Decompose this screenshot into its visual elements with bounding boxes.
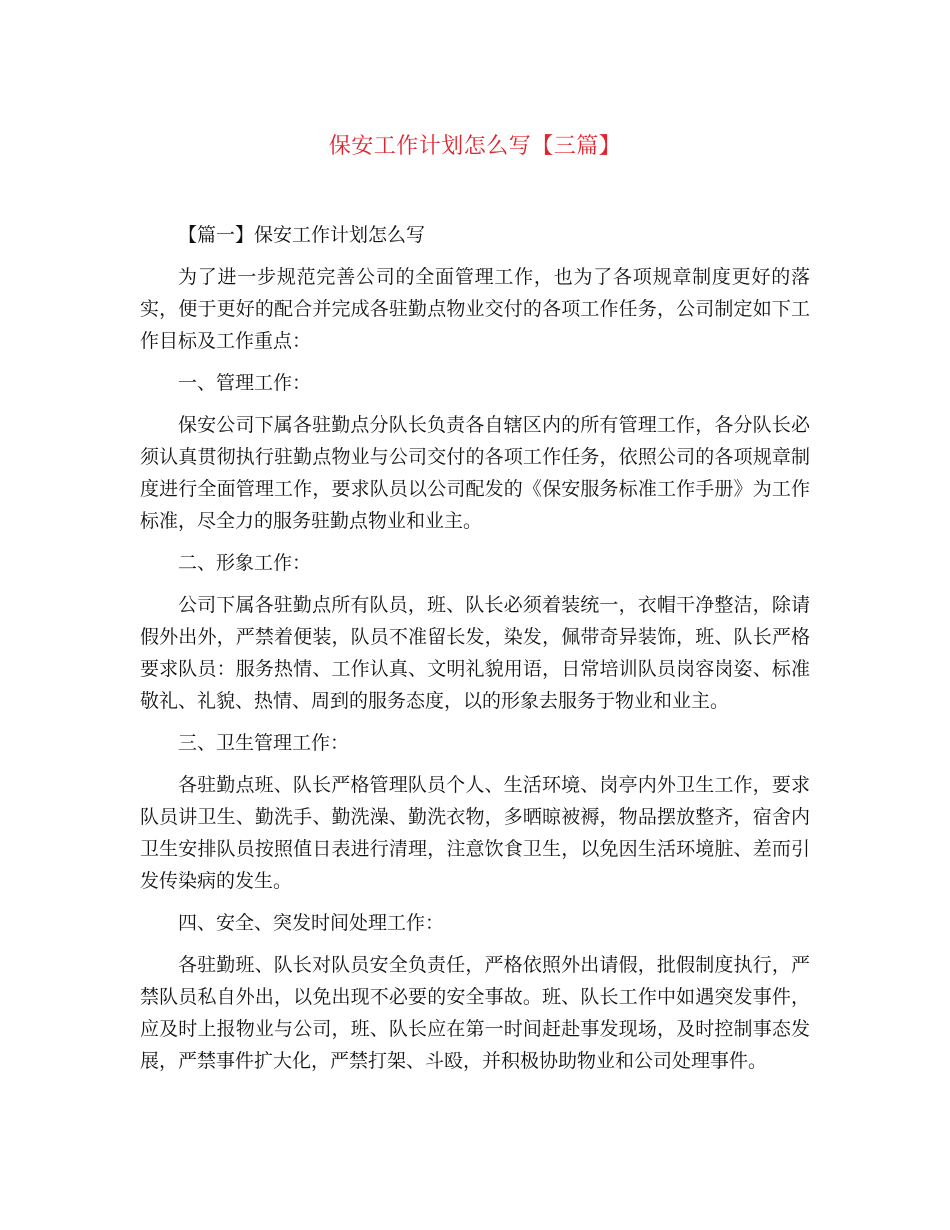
heading-image: 二、形象工作： [178, 552, 312, 574]
heading-hygiene: 三、卫生管理工作： [178, 732, 350, 754]
paragraph-image: 公司下属各驻勤点所有队员，班、队长必须着装统一，衣帽干净整洁，除请假外出外，严禁着便装，队员不准留长发，染发，佩带奇异装饰，班、队长严格要求队员：服务热情、工作认真、文明礼貌用语，日常培训队员岗容岗姿、标准敬礼、礼貌、热情、周到的服务态度，以的形象去服务于物业和业主。 [140, 594, 810, 712]
document-body [140, 219, 810, 1087]
document-title: 保安工作计划怎么写【三篇】 [328, 134, 622, 159]
paragraph-hygiene: 各驻勤点班、队长严格管理队员个人、生活环境、岗亭内外卫生工作，要求队员讲卫生、勤洗手、勤洗澡、勤洗衣物，多晒晾被褥，物品摆放整齐，宿舍内卫生安排队员按照值日表进行清理，注意饮食卫生，以免因生活环境脏、差而引发传染病的发生。 [140, 774, 810, 892]
intro-paragraph: 为了进一步规范完善公司的全面管理工作，也为了各项规章制度更好的落实，便于更好的配合并完成各驻勤点物业交付的各项工作任务，公司制定如下工作目标及工作重点： [140, 266, 810, 352]
heading-management: 一、管理工作： [178, 372, 312, 394]
heading-safety: 四、安全、突发时间处理工作： [178, 912, 445, 934]
paragraph-safety: 各驻勤班、队长对队员安全负责任，严格依照外出请假，批假制度执行，严禁队员私自外出，以免出现不必要的安全事故。班、队长工作中如遇突发事件，应及时上报物业与公司，班、队长应在第一时间赶赴事发现场，及时控制事态发展，严禁事件扩大化，严禁打架、斗殴，并积极协助物业和公司处理事件。 [140, 954, 810, 1072]
section-heading-part-one: 【篇一】保安工作计划怎么写 [178, 224, 426, 246]
paragraph-management: 保安公司下属各驻勤点分队长负责各自辖区内的所有管理工作，各分队长必须认真贯彻执行驻勤点物业与公司交付的各项工作任务，依照公司的各项规章制度进行全面管理工作，要求队员以公司配发的《保安服务标准工作手册》为工作标准，尽全力的服务驻勤点物业和业主。 [140, 414, 810, 532]
